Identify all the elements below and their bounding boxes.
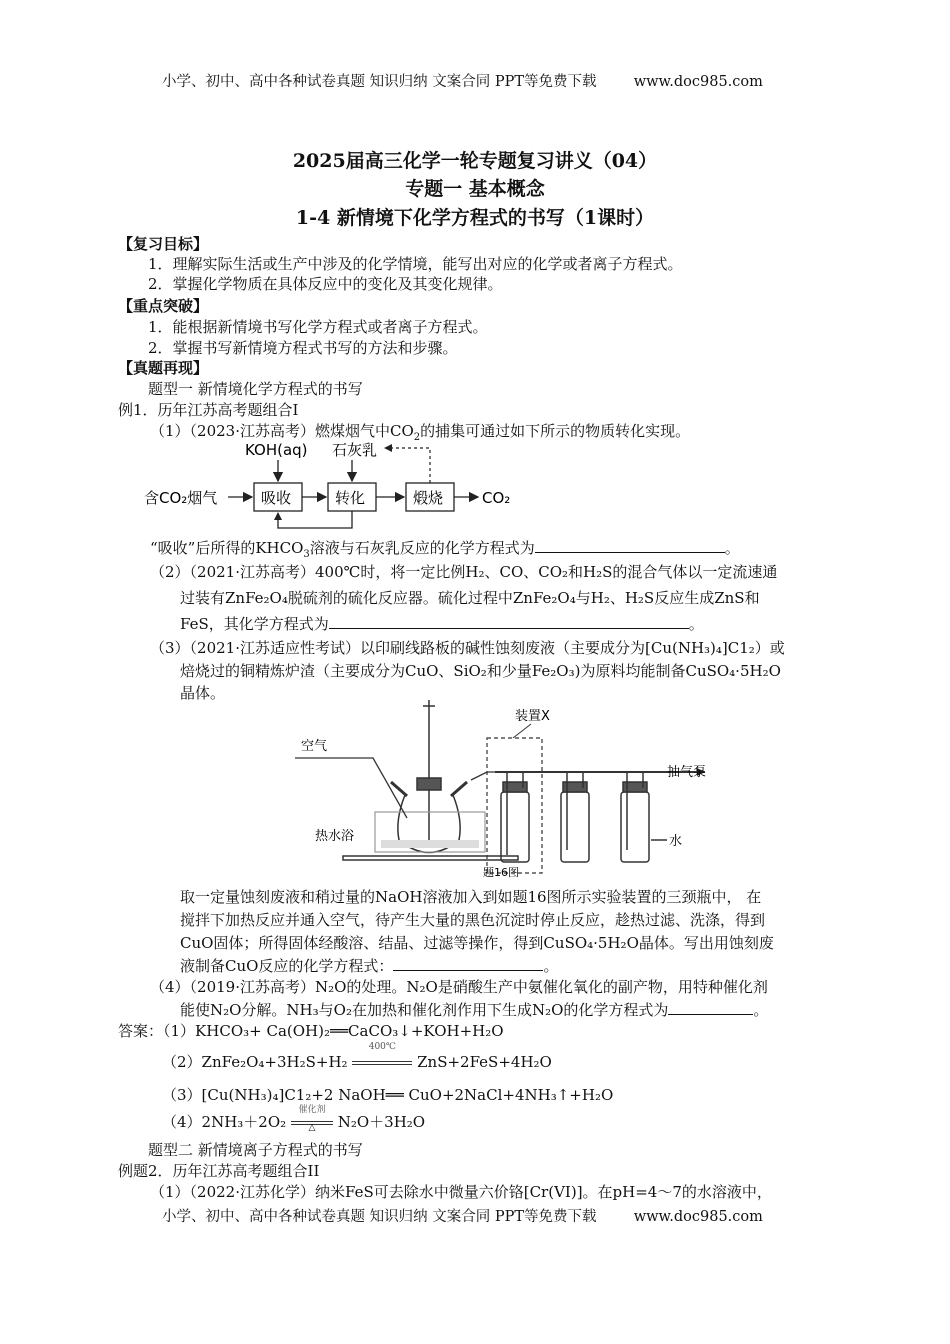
q3b-line-2: 搅拌下加热反应并通入空气，待产生大量的黑色沉淀时停止反应，趁热过滤、洗涤，得到 bbox=[180, 911, 766, 929]
q3b-l4-text: 液制备CuO反应的化学方程式： bbox=[180, 957, 394, 975]
footer-text: 小学、初中、高中各种试卷真题 知识归纳 文案合同 PPT等免费下载 bbox=[162, 1209, 597, 1225]
apparatus-pump-label: 抽气泵 bbox=[667, 765, 707, 780]
q3-line-2: 焙烧过的铜精炼炉渣（主要成分为CuO、SiO₂和少量Fe₂O₃)为原料均能制备CuSO₄·5H₂O bbox=[180, 662, 781, 680]
answer-4 bbox=[162, 1105, 426, 1133]
q1-post: 的捕集可通过如下所示的物质转化实现。 bbox=[420, 422, 691, 440]
header-text: 小学、初中、高中各种试卷真题 知识归纳 文案合同 PPT等免费下载 bbox=[162, 74, 597, 90]
q3b-line-4 bbox=[180, 955, 558, 976]
apparatus-figure bbox=[295, 700, 715, 880]
flow-lime-label: 石灰乳 bbox=[332, 441, 378, 459]
page-header bbox=[162, 70, 763, 91]
example-2-title: 例题2．历年江苏高考题组合II bbox=[118, 1162, 320, 1180]
q4-line-2 bbox=[180, 999, 768, 1020]
type2-heading: 题型二 新情境离子方程式的书写 bbox=[148, 1141, 363, 1159]
key-heading: 【重点突破】 bbox=[118, 297, 209, 315]
goal-item-1: 1．理解实际生活或生产中涉及的化学情境，能写出对应的化学或者离子方程式。 bbox=[148, 255, 683, 273]
q1-answer-blank[interactable] bbox=[535, 538, 725, 553]
q4-l2-text: 能使N₂O分解。NH₃与O₂在加热和催化剂作用下生成N₂O的化学方程式为 bbox=[180, 1001, 669, 1019]
q1-answer-line: “吸收”后所得的$KHCO_3$溶液与石灰乳反应的化学方程式为 。 bbox=[150, 539, 740, 560]
q2-answer-blank[interactable] bbox=[329, 614, 689, 629]
answer-4-catalyst: 催化剂 bbox=[298, 1105, 326, 1115]
answer-4-pre: （4）2NH₃＋2O₂ bbox=[162, 1113, 287, 1131]
answer-2-pre: （2）ZnFe₂O₄+3H₂S+H₂ bbox=[162, 1053, 348, 1071]
answers-label: 答案： bbox=[118, 1022, 164, 1040]
q1-line-pre: “吸收”后所得的KHCO bbox=[150, 539, 304, 557]
q4-line-1: （4）（2019·江苏高考）N₂O的处理。N₂O是硝酸生产中氨催化氧化的副产物，用特种催化剂 bbox=[150, 978, 768, 996]
answer-2-condition: 400℃ bbox=[368, 1042, 396, 1052]
flow-input-label: 含CO₂烟气 bbox=[144, 489, 218, 507]
q4-end: 。 bbox=[753, 1001, 769, 1019]
q3b-line-1: 取一定量蚀刻废液和稍过量的NaOH溶液加入到如题16图所示实验装置的三颈瓶中， 在 bbox=[180, 888, 762, 906]
q3-line-3: 晶体。 bbox=[180, 684, 226, 702]
q2-line-2: 过装有ZnFe₂O₄脱硫剂的硫化反应器。硫化过程中ZnFe₂O₄与H₂、H₂S反应生成ZnS和 bbox=[180, 589, 760, 607]
flow-koh-label: KOH(aq) bbox=[245, 441, 308, 459]
answer-4-post: N₂O＋3H₂O bbox=[337, 1113, 426, 1131]
q3-line-1: （3）（2021·江苏适应性考试）以印刷线路板的碱性蚀刻废液（主要成分为[Cu(NH₃)₄]C1₂）或 bbox=[150, 639, 785, 657]
answer-4-heat: △ bbox=[308, 1123, 316, 1133]
flow-absorb-label: 吸收 bbox=[261, 489, 292, 507]
key-item-2: 2．掌握书写新情境方程式书写的方法和步骤。 bbox=[148, 339, 458, 357]
question-1: （1）（2023·江苏高考）燃煤烟气中$CO_2$的捕集可通过如下所示的物质转化实现。 bbox=[150, 422, 691, 443]
q1-line-post: 溶液与石灰乳反应的化学方程式为 bbox=[309, 539, 535, 557]
answer-3: （3）[Cu(NH₃)₄]C1₂+2 NaOH══ CuO+2NaCl+4NH₃↑+H₂O bbox=[162, 1086, 614, 1104]
topic-title: 专题一 基本概念 bbox=[405, 178, 545, 200]
q5-line: （1）（2022·江苏化学）纳米FeS可去除水中微量六价铬[Cr(VI)]。在pH=4～7的水溶液中， bbox=[150, 1183, 772, 1201]
type1-heading: 题型一 新情境化学方程式的书写 bbox=[148, 380, 363, 398]
answer-2-post: ZnS+2FeS+4H₂O bbox=[417, 1053, 552, 1071]
q3b-line-3: CuO固体；所得固体经酸溶、结晶、过滤等操作，得到CuSO₄·5H₂O晶体。写出用蚀刻废 bbox=[180, 934, 774, 952]
real-heading: 【真题再现】 bbox=[118, 359, 209, 377]
page-footer bbox=[162, 1205, 763, 1226]
q3-answer-blank[interactable] bbox=[393, 956, 543, 971]
flow-output-label: CO₂ bbox=[482, 489, 511, 507]
answer-2 bbox=[162, 1042, 552, 1072]
main-title: 2025届高三化学一轮专题复习讲义（04） bbox=[292, 150, 658, 172]
key-item-1: 1．能根据新情境书写化学方程式或者离子方程式。 bbox=[148, 318, 488, 336]
apparatus-air-label: 空气 bbox=[301, 739, 328, 754]
q4-answer-blank[interactable] bbox=[668, 1000, 753, 1015]
co2-capture-flow-diagram bbox=[140, 440, 560, 540]
answer-1: （1）KHCO₃+ Ca(OH)₂══CaCO₃↓+KOH+H₂O bbox=[163, 1022, 504, 1040]
answers-block bbox=[118, 1020, 504, 1041]
flow-convert-label: 转化 bbox=[335, 489, 366, 507]
apparatus-device-label: 装置X bbox=[515, 709, 550, 724]
apparatus-bath-label: 热水浴 bbox=[315, 829, 355, 844]
lesson-title: 1-4 新情境下化学方程式的书写（1课时） bbox=[295, 207, 655, 229]
q2-line-3 bbox=[180, 613, 704, 634]
apparatus-caption: 题16图 bbox=[483, 866, 519, 879]
q2-line-1: （2）（2021·江苏高考）400℃时，将一定比例H₂、CO、CO₂和H₂S的混合气体以一定流速通 bbox=[150, 563, 778, 581]
q1-pre: （1）（2023·江苏高考）燃煤烟气中CO bbox=[150, 422, 414, 440]
q2-end: 。 bbox=[688, 615, 704, 633]
q3b-end: 。 bbox=[543, 957, 559, 975]
q2-l3-text: FeS，其化学方程式为 bbox=[180, 615, 329, 633]
example-1-title: 例1．历年江苏高考题组合I bbox=[118, 401, 299, 419]
goal-item-2: 2．掌握化学物质在具体反应中的变化及其变化规律。 bbox=[148, 275, 503, 293]
flow-calcine-label: 煅烧 bbox=[413, 489, 444, 507]
goals-heading: 【复习目标】 bbox=[118, 235, 209, 253]
header-url[interactable]: www.doc985.com bbox=[633, 74, 763, 90]
apparatus-water-label: 水 bbox=[669, 834, 683, 849]
footer-url[interactable]: www.doc985.com bbox=[633, 1209, 763, 1225]
q1-line-end: 。 bbox=[724, 539, 740, 557]
